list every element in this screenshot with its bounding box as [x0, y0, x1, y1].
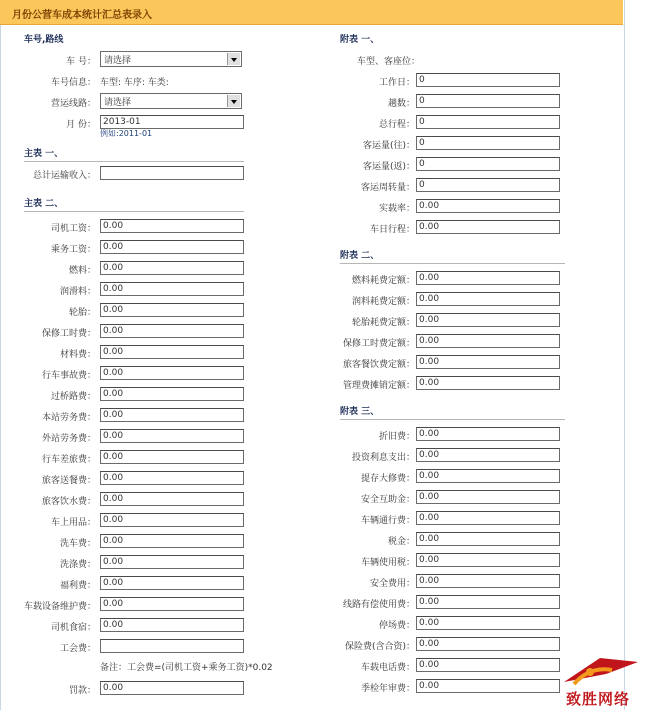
- field-input[interactable]: 0.00: [100, 450, 244, 464]
- field-row: [340, 529, 565, 550]
- field-label: 旅客送餐费：: [41, 476, 96, 486]
- logo-text: 致胜网络: [566, 690, 631, 708]
- union-note: 备注：工会费=(司机工资+乘务工资)*0.02: [100, 663, 273, 673]
- field-row: [340, 217, 565, 238]
- field-label: 季检年审费：: [360, 684, 415, 694]
- field-label: 实载率：: [378, 204, 415, 214]
- field-input[interactable]: 0.00: [100, 471, 244, 485]
- field-label: 车上用品：: [50, 518, 96, 528]
- field-input[interactable]: 0.00: [416, 574, 560, 588]
- field-label: 轮胎：: [68, 308, 96, 318]
- field-label: 提存大修费：: [360, 474, 415, 484]
- fine-label: 罚款：: [68, 686, 96, 696]
- section-divider: [340, 419, 565, 420]
- field-label: 车载电话费：: [360, 663, 415, 673]
- section-appendix-2: [340, 244, 565, 265]
- car-info-label: 车号信息：: [50, 78, 96, 88]
- field-label: 客运周转量：: [360, 183, 415, 193]
- field-label: 旅客餐饮费定额：: [342, 360, 415, 370]
- field-label: 本站劳务费：: [41, 413, 96, 423]
- field-row: [340, 424, 565, 445]
- field-label: 燃料：: [68, 266, 96, 276]
- field-label: 折旧费：: [378, 432, 415, 442]
- row-type: [340, 49, 565, 70]
- field-row: [340, 112, 565, 133]
- field-label: 停场费：: [378, 621, 415, 631]
- field-row: [340, 487, 565, 508]
- field-input[interactable]: 0.00: [416, 427, 560, 441]
- field-row: [24, 552, 244, 573]
- field-label: 客运量(返)：: [362, 162, 415, 172]
- section-appendix-1: [340, 28, 565, 49]
- field-label: 车辆使用税：: [360, 558, 415, 568]
- field-input[interactable]: 0.00: [100, 345, 244, 359]
- field-label: 司机食宿：: [50, 623, 96, 633]
- row-union: [24, 636, 244, 657]
- field-input[interactable]: 0.00: [100, 303, 244, 317]
- field-label: 车辆通行费：: [360, 516, 415, 526]
- field-row: [24, 237, 244, 258]
- left-column: [23, 28, 273, 699]
- section-divider: [340, 263, 565, 264]
- field-input[interactable]: 0.00: [100, 597, 244, 611]
- field-input[interactable]: 0.00: [100, 240, 244, 254]
- field-input[interactable]: 0: [416, 157, 560, 171]
- section-title: 附表 三、: [340, 407, 380, 417]
- field-label: 福利费：: [59, 581, 96, 591]
- field-label: 管理费摊销定额：: [342, 381, 415, 391]
- section-divider: [24, 161, 244, 162]
- field-row: [340, 373, 565, 394]
- field-input[interactable]: 0.00: [100, 366, 244, 380]
- section-title: 附表 二、: [340, 251, 380, 261]
- field-row: [340, 592, 565, 613]
- field-input[interactable]: 0.00: [416, 679, 560, 693]
- field-input[interactable]: 0.00: [100, 555, 244, 569]
- field-input[interactable]: 0.00: [100, 408, 244, 422]
- field-label: 外站劳务费：: [41, 434, 96, 444]
- field-input[interactable]: 0.00: [100, 387, 244, 401]
- union-label: 工会费：: [59, 644, 96, 654]
- income-label: 总计运输收入：: [32, 171, 96, 181]
- field-label: 燃料耗费定额：: [351, 276, 415, 286]
- row-route: [24, 91, 244, 112]
- field-input[interactable]: 0.00: [100, 618, 244, 632]
- field-row: [24, 489, 244, 510]
- field-input[interactable]: 0.00: [416, 658, 560, 672]
- field-row: [24, 531, 244, 552]
- field-row: [24, 342, 244, 363]
- section-vehicle-route: [24, 28, 244, 49]
- logo-mark-icon: [560, 652, 640, 692]
- car-no-select-value: 请选择: [104, 56, 132, 66]
- field-label: 洗涤费：: [59, 560, 96, 570]
- page-title: 月份公营车成本统计汇总表录入: [12, 10, 152, 21]
- section-title: 车号,路线: [24, 35, 64, 45]
- field-row: [24, 405, 244, 426]
- field-input[interactable]: 0.00: [100, 513, 244, 527]
- section-title: 主表 一、: [24, 149, 64, 159]
- field-label: 车载设备维护费：: [23, 602, 96, 612]
- field-input[interactable]: 0.00: [416, 376, 560, 390]
- field-row: [340, 352, 565, 373]
- field-row: [24, 384, 244, 405]
- field-row: [340, 613, 565, 634]
- field-label: 材料费：: [59, 350, 96, 360]
- field-label: 旅客饮水费：: [41, 497, 96, 507]
- field-input[interactable]: 0.00: [416, 490, 560, 504]
- watermark-logo: [560, 652, 640, 710]
- field-row: [24, 216, 244, 237]
- field-row: [340, 634, 565, 655]
- field-label: 工作日：: [378, 78, 415, 88]
- field-row: [340, 91, 565, 112]
- field-row: [340, 466, 565, 487]
- field-input[interactable]: 0.00: [416, 448, 560, 462]
- field-row: [340, 133, 565, 154]
- field-input[interactable]: 0.00: [100, 576, 244, 590]
- section-main-2: [24, 192, 244, 213]
- type-label: 车型、客座位：: [356, 57, 420, 67]
- field-input[interactable]: 0.00: [100, 261, 244, 275]
- field-label: 保修工时费：: [41, 329, 96, 339]
- field-input[interactable]: 0.00: [100, 429, 244, 443]
- field-row: [24, 468, 244, 489]
- field-row: [24, 615, 244, 636]
- income-input[interactable]: [100, 166, 244, 180]
- field-label: 趟数：: [387, 99, 415, 109]
- right-column: [340, 28, 565, 697]
- field-label: 保修工时费定额：: [342, 339, 415, 349]
- field-input[interactable]: 0.00: [416, 355, 560, 369]
- fine-input[interactable]: 0.00: [100, 681, 244, 695]
- field-input[interactable]: 0.00: [416, 595, 560, 609]
- field-row: [340, 550, 565, 571]
- field-row: [340, 196, 565, 217]
- field-label: 线路有偿使用费：: [342, 600, 415, 610]
- field-label: 洗车费：: [59, 539, 96, 549]
- field-input[interactable]: 0.00: [100, 324, 244, 338]
- field-row: [340, 268, 565, 289]
- field-row: [340, 655, 565, 676]
- field-label: 行车事故费：: [41, 371, 96, 381]
- field-row: [340, 676, 565, 697]
- route-select-value: 请选择: [104, 98, 132, 108]
- field-input[interactable]: 0: [416, 178, 560, 192]
- field-input[interactable]: 0.00: [416, 199, 560, 213]
- field-row: [340, 508, 565, 529]
- field-label: 行车差旅费：: [41, 455, 96, 465]
- field-label: 润滑料：: [59, 287, 96, 297]
- field-row: [340, 331, 565, 352]
- row-car-no: [24, 49, 244, 70]
- chevron-down-icon[interactable]: [227, 53, 240, 65]
- field-input[interactable]: 0.00: [100, 492, 244, 506]
- field-row: [24, 300, 244, 321]
- field-row: [24, 594, 244, 615]
- field-input[interactable]: 0.00: [100, 534, 244, 548]
- row-month: [24, 112, 244, 142]
- field-row: [340, 154, 565, 175]
- field-label: 总行程：: [378, 120, 415, 130]
- field-input[interactable]: 0: [416, 136, 560, 150]
- field-row: [24, 573, 244, 594]
- field-label: 司机工资：: [50, 224, 96, 234]
- row-car-info: [24, 70, 244, 91]
- row-union-note: [24, 657, 273, 678]
- field-label: 乘务工资：: [50, 245, 96, 255]
- field-row: [24, 258, 244, 279]
- field-label: 税金：: [387, 537, 415, 547]
- field-label: 安全互助金：: [360, 495, 415, 505]
- field-row: [24, 363, 244, 384]
- car-no-select[interactable]: [100, 51, 242, 67]
- field-row: [24, 510, 244, 531]
- field-label: 保险费(含合资)：: [344, 642, 415, 652]
- chevron-down-icon[interactable]: [227, 95, 240, 107]
- field-row: [24, 447, 244, 468]
- field-input[interactable]: 0.00: [416, 616, 560, 630]
- section-divider: [24, 211, 244, 212]
- field-input[interactable]: 0.00: [416, 313, 560, 327]
- field-row: [340, 571, 565, 592]
- field-label: 润料耗费定额：: [351, 297, 415, 307]
- row-income: [24, 163, 244, 192]
- route-label: 营运线路：: [50, 99, 96, 109]
- month-input[interactable]: 2013-01: [100, 115, 244, 129]
- field-row: [24, 321, 244, 342]
- field-input[interactable]: 0: [416, 73, 560, 87]
- field-input[interactable]: 0.00: [416, 220, 560, 234]
- row-fine: [24, 678, 244, 699]
- car-no-label: 车 号：: [66, 57, 96, 67]
- month-hint: 例如:2011-01: [100, 129, 153, 138]
- field-label: 安全费用：: [369, 579, 415, 589]
- field-label: 轮胎耗费定额：: [351, 318, 415, 328]
- section-title: 附表 一、: [340, 35, 380, 45]
- field-input[interactable]: 0.00: [416, 637, 560, 651]
- section-main-1: [24, 142, 244, 163]
- field-input[interactable]: 0.00: [100, 282, 244, 296]
- field-label: 投资利息支出：: [351, 453, 415, 463]
- field-input[interactable]: 0.00: [416, 532, 560, 546]
- field-input[interactable]: 0.00: [416, 334, 560, 348]
- field-input[interactable]: 0.00: [416, 292, 560, 306]
- route-select[interactable]: [100, 93, 242, 109]
- field-row: [340, 70, 565, 91]
- field-input[interactable]: 0.00: [416, 469, 560, 483]
- field-input[interactable]: 0.00: [416, 271, 560, 285]
- field-row: [24, 426, 244, 447]
- field-row: [340, 445, 565, 466]
- page-titlebar: [0, 0, 623, 25]
- month-label: 月 份：: [66, 120, 96, 130]
- field-input[interactable]: 0: [416, 94, 560, 108]
- field-input[interactable]: 0: [416, 115, 560, 129]
- field-row: [340, 310, 565, 331]
- union-input[interactable]: [100, 639, 244, 653]
- field-input[interactable]: 0.00: [416, 511, 560, 525]
- field-input[interactable]: 0.00: [100, 219, 244, 233]
- field-label: 客运量(往)：: [362, 141, 415, 151]
- field-row: [340, 289, 565, 310]
- field-row: [340, 175, 565, 196]
- field-label: 过桥路费：: [50, 392, 96, 402]
- field-label: 车日行程：: [369, 225, 415, 235]
- section-appendix-3: [340, 400, 565, 421]
- car-info-value: 车型: 车序: 车类:: [100, 78, 169, 88]
- section-title: 主表 二、: [24, 199, 64, 209]
- field-input[interactable]: 0.00: [416, 553, 560, 567]
- field-row: [24, 279, 244, 300]
